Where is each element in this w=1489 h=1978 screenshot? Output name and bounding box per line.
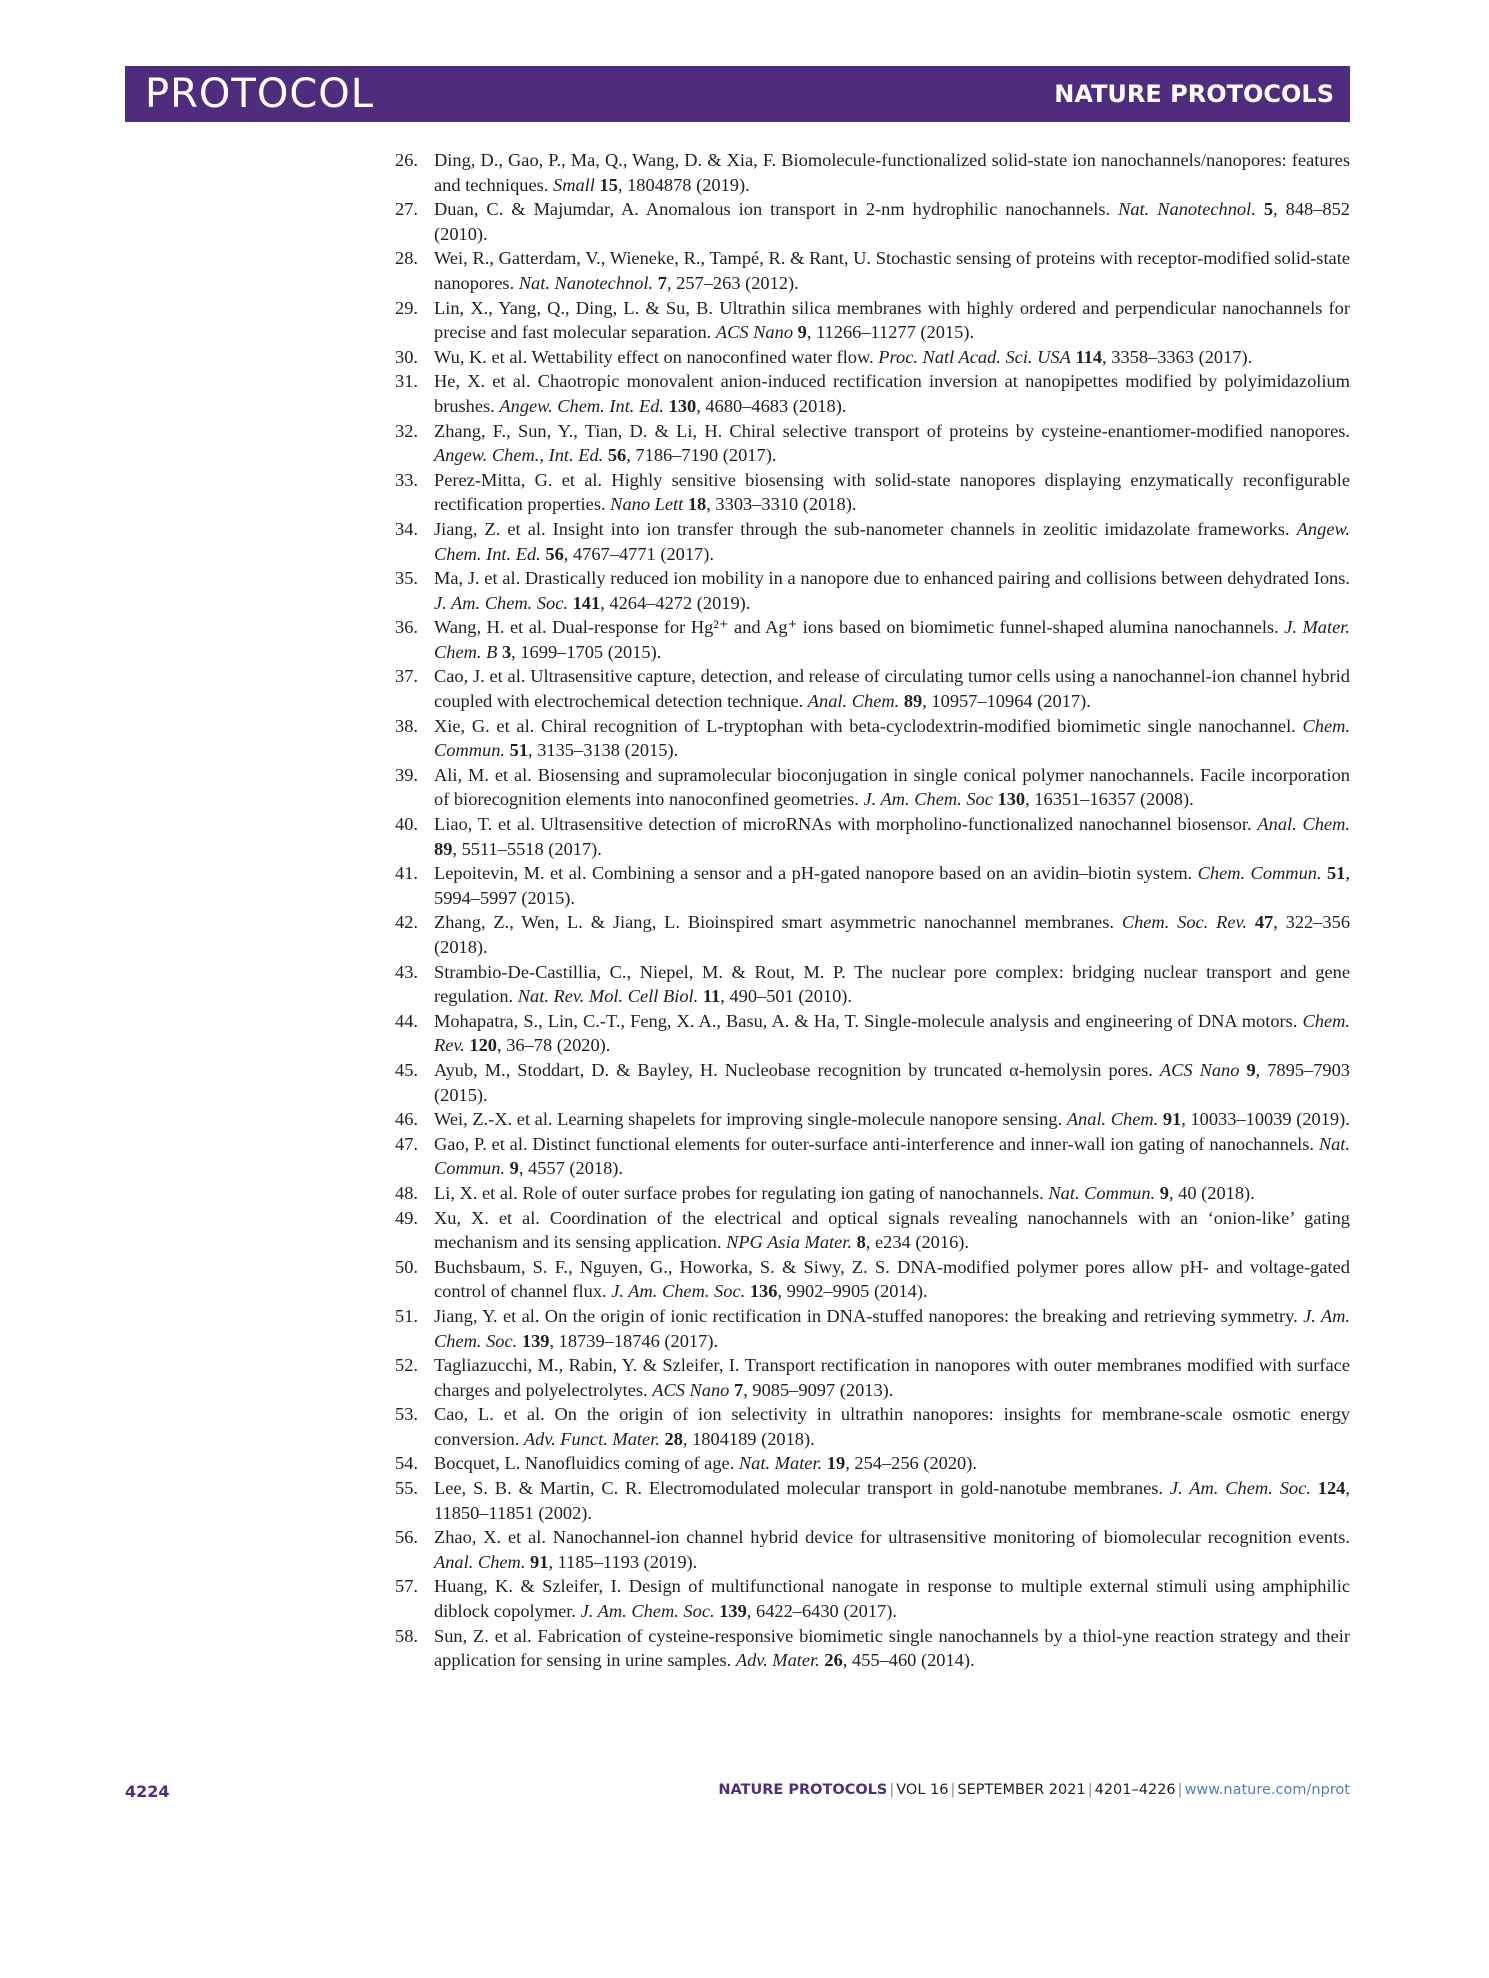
reference-item bbox=[395, 1107, 1350, 1132]
reference-pages-year: , 1185–1193 (2019). bbox=[548, 1551, 698, 1572]
reference-volume: 124 bbox=[1317, 1478, 1346, 1499]
reference-number: 44. bbox=[395, 1010, 418, 1031]
reference-text: Jiang, Z. et al. Insight into ion transfer through the sub-nanometer channels in zeolitic imidazolate frameworks. bbox=[434, 518, 1297, 539]
section-label: PROTOCOL bbox=[145, 71, 375, 117]
reference-pages-year: , 9902–9905 (2014). bbox=[777, 1281, 928, 1302]
reference-item bbox=[395, 960, 1350, 1009]
page-number: 4224 bbox=[125, 1782, 170, 1801]
reference-text: Bocquet, L. Nanofluidics coming of age. bbox=[434, 1453, 739, 1474]
reference-journal: Chem. Commun. bbox=[434, 715, 1350, 761]
reference-number: 50. bbox=[395, 1256, 418, 1277]
reference-text: Jiang, Y. et al. On the origin of ionic rectification in DNA-stuffed nanopores: the breaking and retrieving symmetry. bbox=[434, 1305, 1304, 1326]
reference-journal: J. Am. Chem. Soc. bbox=[611, 1281, 746, 1302]
reference-number: 27. bbox=[395, 199, 418, 220]
reference-item bbox=[395, 1574, 1350, 1623]
reference-number: 54. bbox=[395, 1453, 418, 1474]
reference-number: 33. bbox=[395, 469, 418, 490]
reference-pages-year: , 4264–4272 (2019). bbox=[600, 592, 751, 613]
reference-pages-year: , 11266–11277 (2015). bbox=[806, 322, 975, 343]
reference-journal: J. Am. Chem. Soc bbox=[863, 789, 993, 810]
reference-volume: 130 bbox=[668, 395, 697, 416]
reference-item bbox=[395, 1451, 1350, 1476]
reference-text: Ayub, M., Stoddart, D. & Bayley, H. Nucleobase recognition by truncated α-hemolysin pores. bbox=[434, 1059, 1160, 1080]
reference-text: Liao, T. et al. Ultrasensitive detection of microRNAs with morpholino-functionalized nanochannel biosensor. bbox=[434, 814, 1258, 835]
reference-text: Ding, D., Gao, P., Ma, Q., Wang, D. & Xia, F. Biomolecule-functionalized solid-state ion nanochannels/nanopores: features and techniques. bbox=[434, 150, 1350, 195]
reference-pages-year: , 1699–1705 (2015). bbox=[511, 641, 662, 662]
reference-number: 30. bbox=[395, 346, 418, 367]
reference-pages-year: , 11850–11851 (2002). bbox=[434, 1478, 1350, 1523]
reference-pages-year: , 455–460 (2014). bbox=[842, 1650, 975, 1671]
reference-item bbox=[395, 1304, 1350, 1353]
reference-volume: 141 bbox=[572, 592, 601, 613]
reference-volume: 51 bbox=[1326, 863, 1346, 884]
reference-volume: 130 bbox=[997, 789, 1026, 810]
reference-pages-year: , 10957–10964 (2017). bbox=[922, 691, 1091, 712]
footer-journal: NATURE PROTOCOLS bbox=[718, 1782, 888, 1798]
reference-number: 42. bbox=[395, 912, 418, 933]
reference-text: Duan, C. & Majumdar, A. Anomalous ion transport in 2-nm hydrophilic nanochannels. bbox=[434, 199, 1119, 220]
reference-text: Wei, Z.-X. et al. Learning shapelets for improving single-molecule nanopore sensing. bbox=[434, 1109, 1067, 1130]
reference-pages-year: , 4557 (2018). bbox=[518, 1158, 624, 1179]
reference-pages-year: , 1804878 (2019). bbox=[617, 174, 750, 195]
reference-item bbox=[395, 1009, 1350, 1058]
reference-number: 57. bbox=[395, 1576, 418, 1597]
reference-journal: Nat. Rev. Mol. Cell Biol. bbox=[517, 986, 699, 1007]
reference-item bbox=[395, 1525, 1350, 1574]
reference-volume: 56 bbox=[545, 543, 564, 564]
reference-text: Xu, X. et al. Coordination of the electrical and optical signals revealing nanochannels with an ‘onion-like’ gating mechanism and its sensing application. bbox=[434, 1207, 1350, 1253]
reference-journal: Adv. Funct. Mater. bbox=[523, 1428, 660, 1449]
reference-journal: Nat. Nanotechnol. bbox=[1118, 199, 1256, 220]
reference-item bbox=[395, 812, 1350, 861]
reference-pages-year: , 1804189 (2018). bbox=[682, 1428, 815, 1449]
reference-volume: 120 bbox=[469, 1035, 497, 1056]
reference-pages-year: , 18739–18746 (2017). bbox=[549, 1330, 719, 1351]
reference-number: 36. bbox=[395, 617, 418, 638]
reference-number: 55. bbox=[395, 1478, 418, 1499]
reference-journal: ACS Nano bbox=[652, 1379, 730, 1400]
reference-volume: 91 bbox=[1162, 1109, 1182, 1130]
reference-volume: 139 bbox=[719, 1601, 747, 1622]
reference-item bbox=[395, 763, 1350, 812]
reference-volume: 28 bbox=[664, 1428, 683, 1449]
reference-journal: J. Mater. Chem. B bbox=[434, 617, 1350, 662]
reference-text: Ali, M. et al. Biosensing and supramolecular bioconjugation in single conical polymer nanochannels. Facile incorporation of biorecognition elements into nanoconfined geometries. bbox=[434, 764, 1350, 810]
reference-pages-year: , 7186–7190 (2017). bbox=[626, 445, 777, 466]
reference-volume: 15 bbox=[599, 174, 618, 195]
reference-volume: 139 bbox=[521, 1330, 550, 1351]
footer-volume: VOL 16 bbox=[896, 1782, 949, 1798]
reference-journal: J. Am. Chem. Soc. bbox=[434, 592, 568, 613]
reference-text: Lin, X., Yang, Q., Ding, L. & Su, B. Ultrathin silica membranes with highly ordered and perpendicular nanochannels for precise and fast molecular separation. bbox=[434, 297, 1350, 343]
reference-text: Perez-Mitta, G. et al. Highly sensitive biosensing with solid-state nanopores displaying enzymatically reconfigurable rectification properties. bbox=[434, 469, 1350, 515]
reference-pages-year: , 5994–5997 (2015). bbox=[434, 863, 1350, 908]
reference-item bbox=[395, 419, 1350, 468]
reference-journal: J. Am. Chem. Soc. bbox=[1169, 1478, 1311, 1499]
reference-journal: Angew. Chem., Int. Ed. bbox=[434, 445, 604, 466]
reference-text: Cao, L. et al. On the origin of ion selectivity in ultrathin nanopores: insights for membrane-scale osmotic energy conversion. bbox=[434, 1404, 1350, 1449]
reference-journal: Nat. Mater. bbox=[738, 1453, 823, 1474]
reference-journal: Nat. Commun. bbox=[434, 1133, 1350, 1179]
reference-pages-year: , e234 (2016). bbox=[865, 1232, 969, 1253]
reference-text: Zhang, Z., Wen, L. & Jiang, L. Bioinspired smart asymmetric nanochannel membranes. bbox=[434, 912, 1122, 933]
reference-volume: 136 bbox=[749, 1281, 778, 1302]
footer-date: SEPTEMBER 2021 bbox=[957, 1782, 1086, 1798]
reference-item bbox=[395, 1058, 1350, 1107]
reference-number: 40. bbox=[395, 814, 418, 835]
reference-pages-year: , 4767–4771 (2017). bbox=[563, 543, 714, 564]
reference-item bbox=[395, 345, 1350, 370]
reference-item bbox=[395, 615, 1350, 664]
reference-number: 43. bbox=[395, 961, 418, 982]
reference-volume: 89 bbox=[434, 838, 453, 859]
reference-volume: 9 bbox=[1246, 1059, 1256, 1080]
reference-number: 49. bbox=[395, 1207, 418, 1228]
reference-item bbox=[395, 1624, 1350, 1673]
reference-volume: 89 bbox=[903, 691, 923, 712]
reference-volume: 7 bbox=[657, 272, 667, 293]
reference-number: 26. bbox=[395, 150, 418, 170]
reference-text: Cao, J. et al. Ultrasensitive capture, detection, and release of circulating tumor cells using a nanochannel-ion channel hybrid coupled with electrochemical detection technique. bbox=[434, 666, 1350, 712]
reference-volume: 51 bbox=[509, 740, 529, 761]
reference-number: 58. bbox=[395, 1625, 418, 1646]
reference-pages-year: , 848–852 (2010). bbox=[434, 199, 1351, 244]
reference-number: 31. bbox=[395, 371, 418, 392]
reference-journal: ACS Nano bbox=[1159, 1059, 1240, 1080]
reference-number: 47. bbox=[395, 1133, 418, 1154]
reference-journal: Nat. Commun. bbox=[1048, 1182, 1156, 1203]
reference-item bbox=[395, 1402, 1350, 1451]
reference-volume: 56 bbox=[607, 445, 627, 466]
reference-volume: 8 bbox=[856, 1232, 866, 1253]
reference-text: Buchsbaum, S. F., Nguyen, G., Howorka, S. & Siwy, Z. S. DNA-modified polymer pores allow pH- and voltage-gated control of channel flux. bbox=[434, 1256, 1350, 1302]
reference-text: Gao, P. et al. Distinct functional elements for outer-surface anti-interference and inner-wall ion gating of nanochannels. bbox=[434, 1133, 1319, 1154]
footer-separator: | bbox=[889, 1782, 895, 1798]
reference-item bbox=[395, 861, 1350, 910]
reference-journal: Adv. Mater. bbox=[735, 1650, 820, 1671]
reference-text: Zhang, F., Sun, Y., Tian, D. & Li, H. Chiral selective transport of proteins by cysteine-enantiomer-modified nanopores. bbox=[434, 420, 1350, 441]
reference-volume: 47 bbox=[1254, 912, 1274, 933]
reference-pages-year: , 9085–9097 (2013). bbox=[743, 1379, 894, 1400]
reference-pages-year: , 3135–3138 (2015). bbox=[528, 740, 679, 761]
reference-item bbox=[395, 566, 1350, 615]
reference-volume: 114 bbox=[1075, 346, 1103, 367]
header-banner bbox=[125, 66, 1350, 122]
reference-item bbox=[395, 910, 1350, 959]
reference-journal: Anal. Chem. bbox=[1066, 1109, 1159, 1130]
reference-volume: 3 bbox=[501, 641, 512, 662]
reference-journal: Nat. Nanotechnol. bbox=[518, 272, 654, 293]
reference-pages-year: , 40 (2018). bbox=[1168, 1182, 1255, 1203]
reference-number: 41. bbox=[395, 863, 418, 884]
reference-number: 38. bbox=[395, 715, 418, 736]
reference-journal: NPG Asia Mater. bbox=[726, 1232, 852, 1253]
reference-pages-year: , 254–256 (2020). bbox=[845, 1453, 977, 1474]
reference-pages-year: , 3303–3310 (2018). bbox=[706, 494, 857, 515]
reference-item bbox=[395, 369, 1350, 418]
reference-journal: Anal. Chem. bbox=[434, 1551, 526, 1572]
reference-journal: Nano Lett bbox=[610, 494, 684, 515]
reference-volume: 9 bbox=[1159, 1182, 1169, 1203]
reference-volume: 7 bbox=[734, 1379, 744, 1400]
reference-volume: 11 bbox=[702, 986, 721, 1007]
reference-pages-year: , 10033–10039 (2019). bbox=[1181, 1109, 1350, 1130]
reference-number: 28. bbox=[395, 248, 418, 269]
reference-journal: ACS Nano bbox=[715, 322, 794, 343]
reference-item bbox=[395, 1255, 1350, 1304]
reference-number: 56. bbox=[395, 1527, 418, 1548]
reference-pages-year: , 490–501 (2010). bbox=[720, 986, 853, 1007]
reference-journal: Chem. Soc. Rev. bbox=[1121, 912, 1247, 933]
journal-name: NATURE PROTOCOLS bbox=[1054, 80, 1334, 108]
reference-journal: Proc. Natl Acad. Sci. USA bbox=[878, 346, 1071, 367]
reference-number: 52. bbox=[395, 1355, 418, 1376]
reference-volume: 9 bbox=[509, 1158, 519, 1179]
reference-pages-year: , 6422–6430 (2017). bbox=[746, 1601, 897, 1622]
reference-list bbox=[395, 148, 1350, 1673]
reference-item bbox=[395, 148, 1350, 197]
reference-pages-year: , 36–78 (2020). bbox=[497, 1035, 611, 1056]
reference-pages-year: , 3358–3363 (2017). bbox=[1102, 346, 1253, 367]
reference-number: 34. bbox=[395, 518, 418, 539]
reference-journal: J. Am. Chem. Soc. bbox=[580, 1601, 715, 1622]
footer-separator: | bbox=[950, 1782, 956, 1798]
reference-number: 45. bbox=[395, 1059, 418, 1080]
reference-pages-year: , 16351–16357 (2008). bbox=[1025, 789, 1194, 810]
footer-pages: 4201–4226 bbox=[1094, 1782, 1176, 1798]
reference-text: He, X. et al. Chaotropic monovalent anion-induced rectification inversion at nanopipettes modified by polyimidazolium brushes. bbox=[434, 371, 1350, 416]
footer-citation bbox=[718, 1782, 1350, 1798]
reference-item bbox=[395, 1132, 1350, 1181]
reference-number: 32. bbox=[395, 420, 418, 441]
reference-number: 48. bbox=[395, 1182, 418, 1203]
reference-number: 35. bbox=[395, 568, 418, 589]
reference-journal: Anal. Chem. bbox=[1257, 814, 1350, 835]
reference-journal: Chem. Rev. bbox=[434, 1010, 1350, 1056]
reference-text: Huang, K. & Szleifer, I. Design of multifunctional nanogate in response to multiple external stimuli using amphiphilic diblock copolymer. bbox=[434, 1576, 1350, 1622]
reference-journal: J. Am. Chem. Soc. bbox=[434, 1305, 1351, 1351]
reference-text: Strambio-De-Castillia, C., Niepel, M. & Rout, M. P. The nuclear pore complex: bridging nuclear transport and gene regulation. bbox=[434, 961, 1350, 1007]
reference-journal: Angew. Chem. Int. Ed. bbox=[434, 518, 1350, 564]
reference-number: 29. bbox=[395, 297, 418, 318]
reference-number: 51. bbox=[395, 1305, 418, 1326]
reference-journal: Angew. Chem. Int. Ed. bbox=[499, 395, 665, 416]
reference-text: Wang, H. et al. Dual-response for Hg²⁺ and Ag⁺ ions based on biomimetic funnel-shaped alumina nanochannels. bbox=[434, 617, 1285, 638]
reference-volume: 19 bbox=[826, 1453, 846, 1474]
reference-volume: 26 bbox=[824, 1650, 843, 1671]
reference-item bbox=[395, 664, 1350, 713]
reference-text: Lepoitevin, M. et al. Combining a sensor and a pH-gated nanopore based on an avidin–biotin system. bbox=[434, 863, 1198, 884]
reference-pages-year: , 7895–7903 (2015). bbox=[434, 1059, 1350, 1105]
reference-text: Zhao, X. et al. Nanochannel-ion channel hybrid device for ultrasensitive monitoring of biomolecular recognition events. bbox=[434, 1527, 1350, 1548]
reference-text: Wei, R., Gatterdam, V., Wieneke, R., Tampé, R. & Rant, U. Stochastic sensing of proteins with receptor-modified solid-state nanopores. bbox=[434, 248, 1350, 293]
reference-item bbox=[395, 714, 1350, 763]
reference-pages-year: , 322–356 (2018). bbox=[434, 912, 1351, 957]
reference-text: Wu, K. et al. Wettability effect on nanoconfined water flow. bbox=[434, 346, 879, 367]
reference-item bbox=[395, 1476, 1350, 1525]
reference-number: 37. bbox=[395, 666, 418, 687]
reference-number: 46. bbox=[395, 1109, 418, 1130]
footer-separator: | bbox=[1177, 1782, 1183, 1798]
reference-pages-year: , 4680–4683 (2018). bbox=[696, 395, 847, 416]
reference-text: Mohapatra, S., Lin, C.-T., Feng, X. A., Basu, A. & Ha, T. Single-molecule analysis and engineering of DNA motors. bbox=[434, 1010, 1303, 1031]
reference-journal: Chem. Commun. bbox=[1197, 863, 1322, 884]
reference-volume: 9 bbox=[797, 322, 807, 343]
reference-journal: Anal. Chem. bbox=[807, 691, 900, 712]
reference-item bbox=[395, 468, 1350, 517]
footer-url-link[interactable]: www.nature.com/nprot bbox=[1184, 1782, 1350, 1798]
reference-journal: Small bbox=[553, 174, 595, 195]
reference-volume: 5 bbox=[1263, 199, 1274, 220]
reference-number: 39. bbox=[395, 764, 418, 785]
reference-text: Lee, S. B. & Martin, C. R. Electromodulated molecular transport in gold-nanotube membranes. bbox=[434, 1478, 1170, 1499]
reference-text: Tagliazucchi, M., Rabin, Y. & Szleifer, I. Transport rectification in nanopores with outer membranes modified with surface charges and polyelectrolytes. bbox=[434, 1355, 1350, 1400]
reference-pages-year: , 5511–5518 (2017). bbox=[452, 838, 602, 859]
reference-item bbox=[395, 246, 1350, 295]
reference-item bbox=[395, 517, 1350, 566]
reference-volume: 18 bbox=[687, 494, 707, 515]
reference-volume: 91 bbox=[530, 1551, 549, 1572]
reference-text: Ma, J. et al. Drastically reduced ion mobility in a nanopore due to enhanced pairing and collisions between dehydrated Ions. bbox=[434, 568, 1350, 589]
reference-item bbox=[395, 1181, 1350, 1206]
reference-text: Sun, Z. et al. Fabrication of cysteine-responsive biomimetic single nanochannels by a thiol-yne reaction strategy and their application for sensing in urine samples. bbox=[434, 1625, 1350, 1671]
reference-text: Li, X. et al. Role of outer surface probes for regulating ion gating of nanochannels. bbox=[434, 1182, 1049, 1203]
reference-item bbox=[395, 197, 1350, 246]
reference-pages-year: , 257–263 (2012). bbox=[666, 272, 799, 293]
reference-number: 53. bbox=[395, 1404, 418, 1425]
reference-item bbox=[395, 1353, 1350, 1402]
reference-text: Xie, G. et al. Chiral recognition of L-tryptophan with beta-cyclodextrin-modified biomimetic single nanochannel. bbox=[434, 715, 1303, 736]
reference-item bbox=[395, 1206, 1350, 1255]
footer-separator: | bbox=[1087, 1782, 1093, 1798]
reference-item bbox=[395, 296, 1350, 345]
